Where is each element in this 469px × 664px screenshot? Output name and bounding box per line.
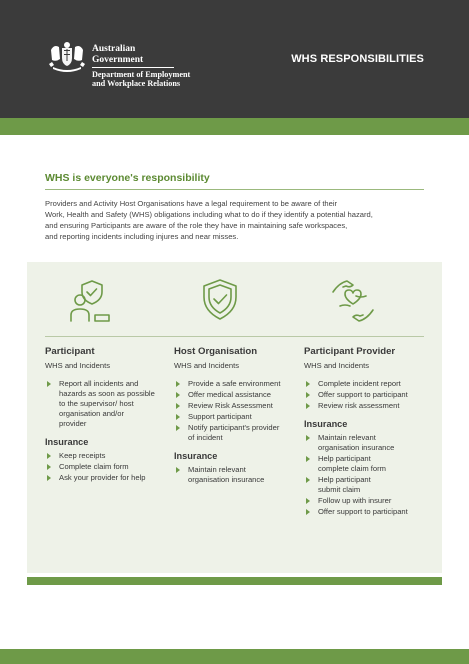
bullet-triangle-icon [176,425,180,431]
insurance-list [45,451,165,483]
bullet-triangle-icon [306,403,310,409]
bullet-triangle-icon [176,381,180,387]
list-item: Review risk assessment [304,401,429,411]
list-item: Support participant [174,412,299,422]
person-shield-icon [68,278,114,324]
bullet-triangle-icon [176,403,180,409]
column-subtitle: WHS and Incidents [304,361,369,370]
panel-bottom-band [27,577,442,585]
insurance-list [304,433,429,517]
whs-list [45,379,165,429]
bullet-triangle-icon [306,435,310,441]
list-item: Review Risk Assessment [174,401,299,411]
list-item: Offer support to participant [304,390,429,400]
bullet-triangle-icon [176,414,180,420]
list-item: Offer medical assistance [174,390,299,400]
list-item: Report all incidents and hazards as soon as possible to the supervisor/ host organisation and/or provider [45,379,165,429]
hands-heart-icon [330,278,376,324]
list-item: Help participant complete claim form [304,454,429,474]
bullet-triangle-icon [306,477,310,483]
list-item: Ask your provider for help [45,473,165,483]
participant-column [45,346,165,484]
panel-divider [45,336,424,337]
bullet-triangle-icon [176,392,180,398]
list-item: Follow up with insurer [304,496,429,506]
insurance-heading: Insurance [174,451,218,461]
heading-divider [45,189,424,190]
bullet-triangle-icon [306,456,310,462]
list-item: Provide a safe environment [174,379,299,389]
bullet-triangle-icon [306,498,310,504]
list-item: Offer support to participant [304,507,429,517]
column-title: Host Organisation [174,346,258,357]
list-item: Maintain relevant organisation insurance [304,433,429,453]
header-accent-band [0,118,469,135]
whs-list [304,379,429,411]
column-subtitle: WHS and Incidents [45,361,110,370]
list-item: Maintain relevant organisation insurance [174,465,299,485]
bullet-triangle-icon [306,509,310,515]
footer-band [0,649,469,664]
insurance-heading: Insurance [45,437,89,447]
bullet-triangle-icon [306,381,310,387]
insurance-list [174,465,299,485]
list-item: Notify participant's provider of incident [174,423,299,443]
document-title: WHS RESPONSIBILITIES [291,53,424,65]
list-item: Keep receipts [45,451,165,461]
list-item: Help participant submit claim [304,475,429,495]
column-title: Participant [45,346,95,357]
shield-check-icon [200,278,240,322]
column-title: Participant Provider [304,346,396,357]
bullet-triangle-icon [47,453,51,459]
government-wordmark: Australian Government Department of Employment and Workplace Relations [92,44,191,89]
section-heading: WHS is everyone's responsibility [45,172,210,184]
intro-paragraph: Providers and Activity Host Organisations have a legal requirement to be aware of their Work, Health and Safety (WHS) obligations including what to do if they identify a potential hazard, and ensuring Participants are aware of the role they have in maintaining safe workspaces, and reporting incidents including injures and near misses. [45,199,373,241]
list-item: Complete incident report [304,379,429,389]
bullet-triangle-icon [47,381,51,387]
host-organisation-column [174,346,299,486]
participant-provider-column [304,346,429,518]
coat-of-arms-icon [47,40,87,74]
bullet-triangle-icon [47,475,51,481]
bullet-triangle-icon [47,464,51,470]
list-item: Complete claim form [45,462,165,472]
whs-list [174,379,299,443]
bullet-triangle-icon [306,392,310,398]
header-bar [0,0,469,118]
insurance-heading: Insurance [304,419,348,429]
column-subtitle: WHS and Incidents [174,361,239,370]
bullet-triangle-icon [176,467,180,473]
